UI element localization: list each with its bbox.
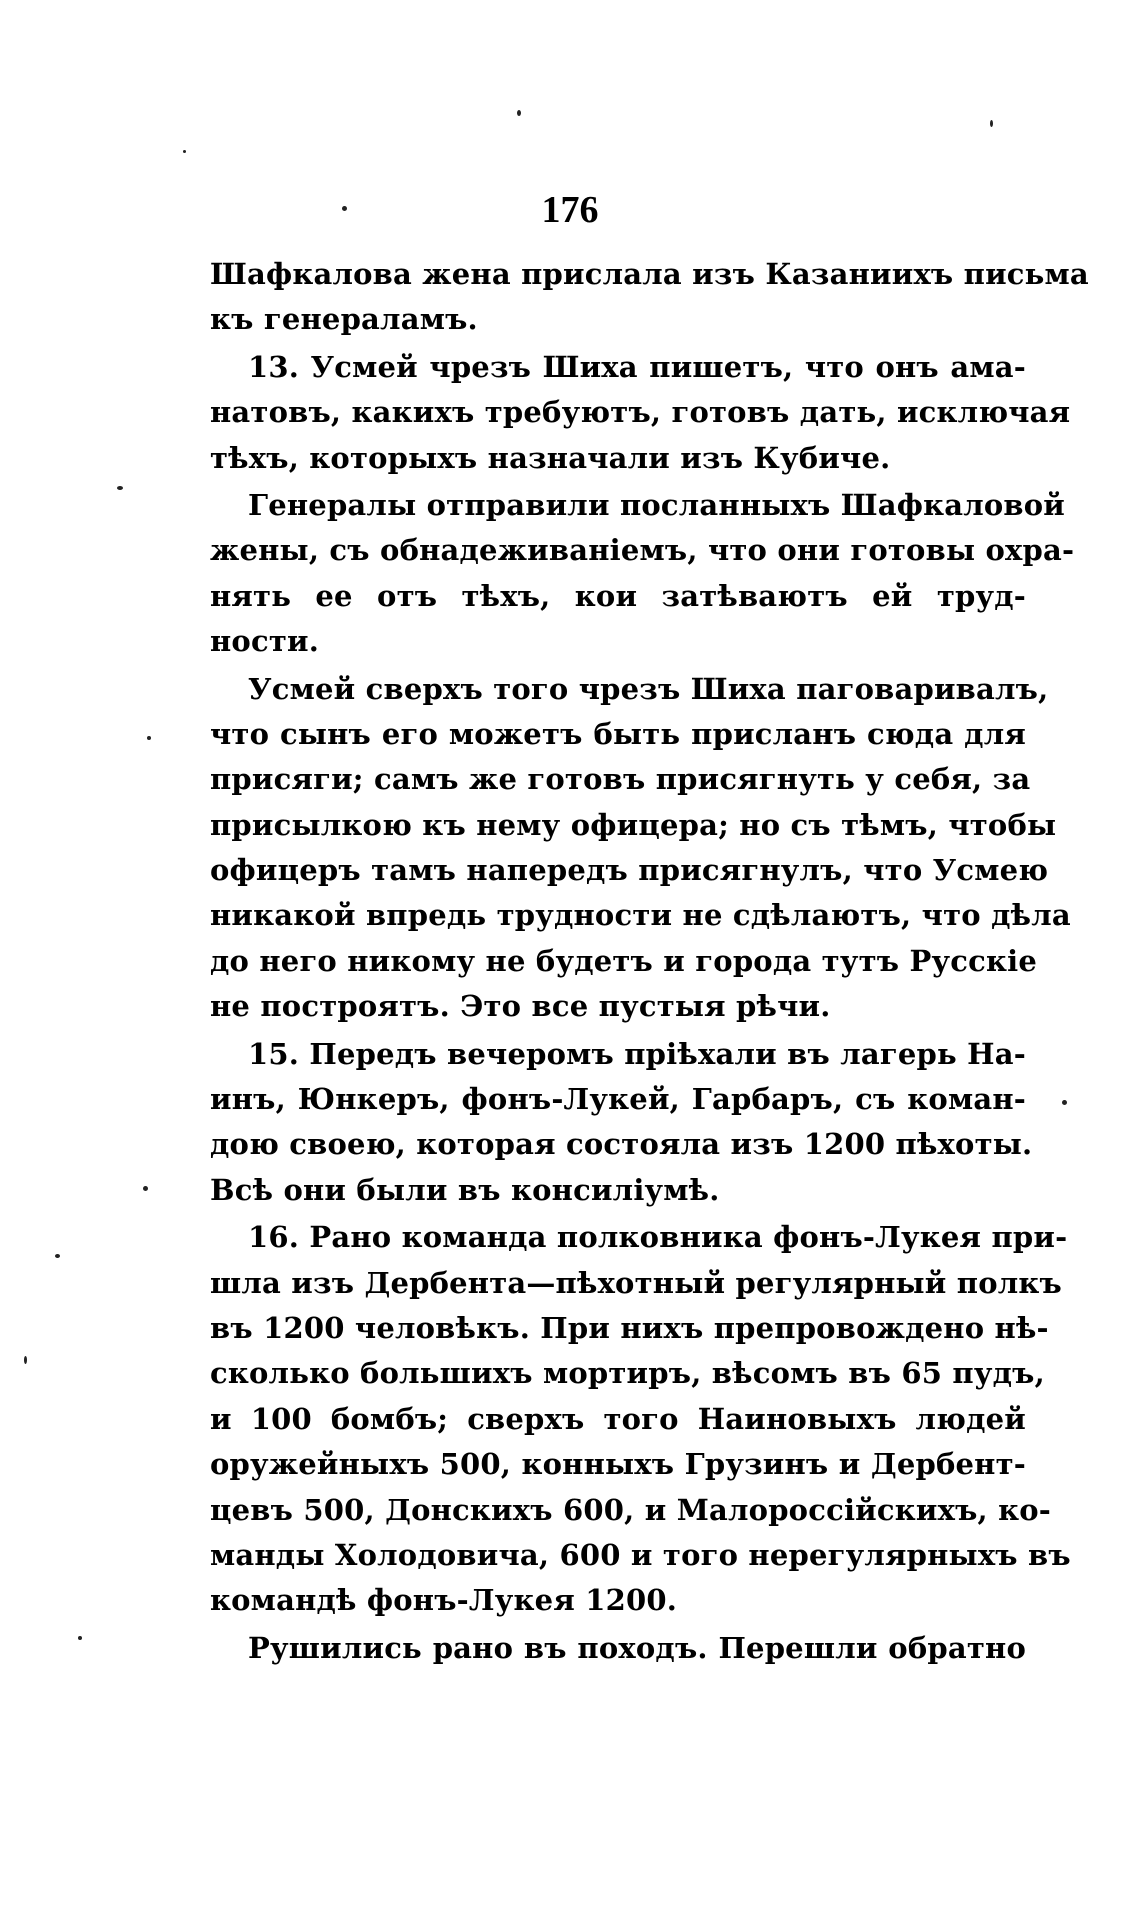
text-line: командѣ фонъ-Лукея 1200. <box>210 1583 678 1618</box>
body-text <box>210 252 1089 1671</box>
text-line: манды Холодовича, 600 и того нерегулярныхъ въ <box>210 1537 1071 1572</box>
scan-speck <box>990 120 993 127</box>
text-line: 15. Передъ вечеромъ пріѣхали въ лагерь На- <box>248 1036 1026 1071</box>
text-line: къ генераламъ. <box>210 302 478 337</box>
text-line: сколько большихъ мортиръ, вѣсомъ въ 65 пудъ, <box>210 1356 1045 1391</box>
text-line: жены, съ обнадеживаніемъ, что они готовы охра- <box>210 533 1075 568</box>
text-line: что сынъ его можетъ быть присланъ сюда для <box>210 716 1026 751</box>
scan-speck <box>78 1636 82 1640</box>
scan-speck <box>1062 1100 1067 1105</box>
text-line: дою своею, которая состояла изъ 1200 пѣхоты. <box>210 1127 1033 1162</box>
scan-speck <box>143 1186 148 1191</box>
text-line: цевъ 500, Донскихъ 600, и Малороссійскихъ, ко- <box>210 1492 1052 1527</box>
scan-speck <box>342 206 347 211</box>
text-line: нять ее отъ тѣхъ, кои затѣваютъ ей труд- <box>210 578 1026 613</box>
scan-speck <box>117 486 123 490</box>
text-line: 13. Усмей чрезъ Шиха пишетъ, что онъ ама- <box>248 349 1026 384</box>
scan-speck <box>517 110 521 116</box>
text-line: инъ, Юнкеръ, фонъ-Лукей, Гарбаръ, съ коман- <box>210 1082 1026 1117</box>
text-line: шла изъ Дербента—пѣхотный регулярный полкъ <box>210 1265 1062 1300</box>
text-line: Генералы отправили посланныхъ Шафкаловой <box>248 487 1066 522</box>
text-line: офицеръ тамъ напередъ присягнулъ, что Усмею <box>210 853 1049 888</box>
text-line: натовъ, какихъ требуютъ, готовъ дать, исключая <box>210 395 1071 430</box>
text-line: присылкою къ нему офицера; но съ тѣмъ, чтобы <box>210 807 1057 842</box>
text-line: Рушились рано въ походъ. Перешли обратно <box>248 1630 1026 1665</box>
text-line: тѣхъ, которыхъ назначали изъ Кубиче. <box>210 440 891 475</box>
text-line: до него никому не будетъ и города тутъ Русскіе <box>210 943 1037 978</box>
scan-speck <box>183 150 186 153</box>
page-number: 176 <box>541 189 599 231</box>
text-line: не построятъ. Это все пустыя рѣчи. <box>210 989 831 1024</box>
scan-speck <box>55 1254 60 1258</box>
scan-speck <box>24 1356 27 1364</box>
text-line: Всѣ они были въ консиліумѣ. <box>210 1172 720 1207</box>
text-line: оружейныхъ 500, конныхъ Грузинъ и Дербент- <box>210 1447 1026 1482</box>
text-line: никакой впредь трудности не сдѣлаютъ, что дѣла <box>210 898 1071 933</box>
text-line: ности. <box>210 624 320 659</box>
text-line: Усмей сверхъ того чрезъ Шиха паговаривалъ, <box>248 671 1049 706</box>
text-line: Шафкалова жена прислала изъ Казаниихъ письма <box>210 257 1089 291</box>
text-line: въ 1200 человѣкъ. При нихъ препровождено нѣ- <box>210 1310 1049 1345</box>
text-line: присяги; самъ же готовъ присягнуть у себя, за <box>210 762 1031 797</box>
text-line: 16. Рано команда полковника фонъ-Лукея при- <box>248 1220 1068 1255</box>
text-line: и 100 бомбъ; сверхъ того Наиновыхъ людей <box>210 1401 1026 1436</box>
scan-speck <box>147 736 151 740</box>
